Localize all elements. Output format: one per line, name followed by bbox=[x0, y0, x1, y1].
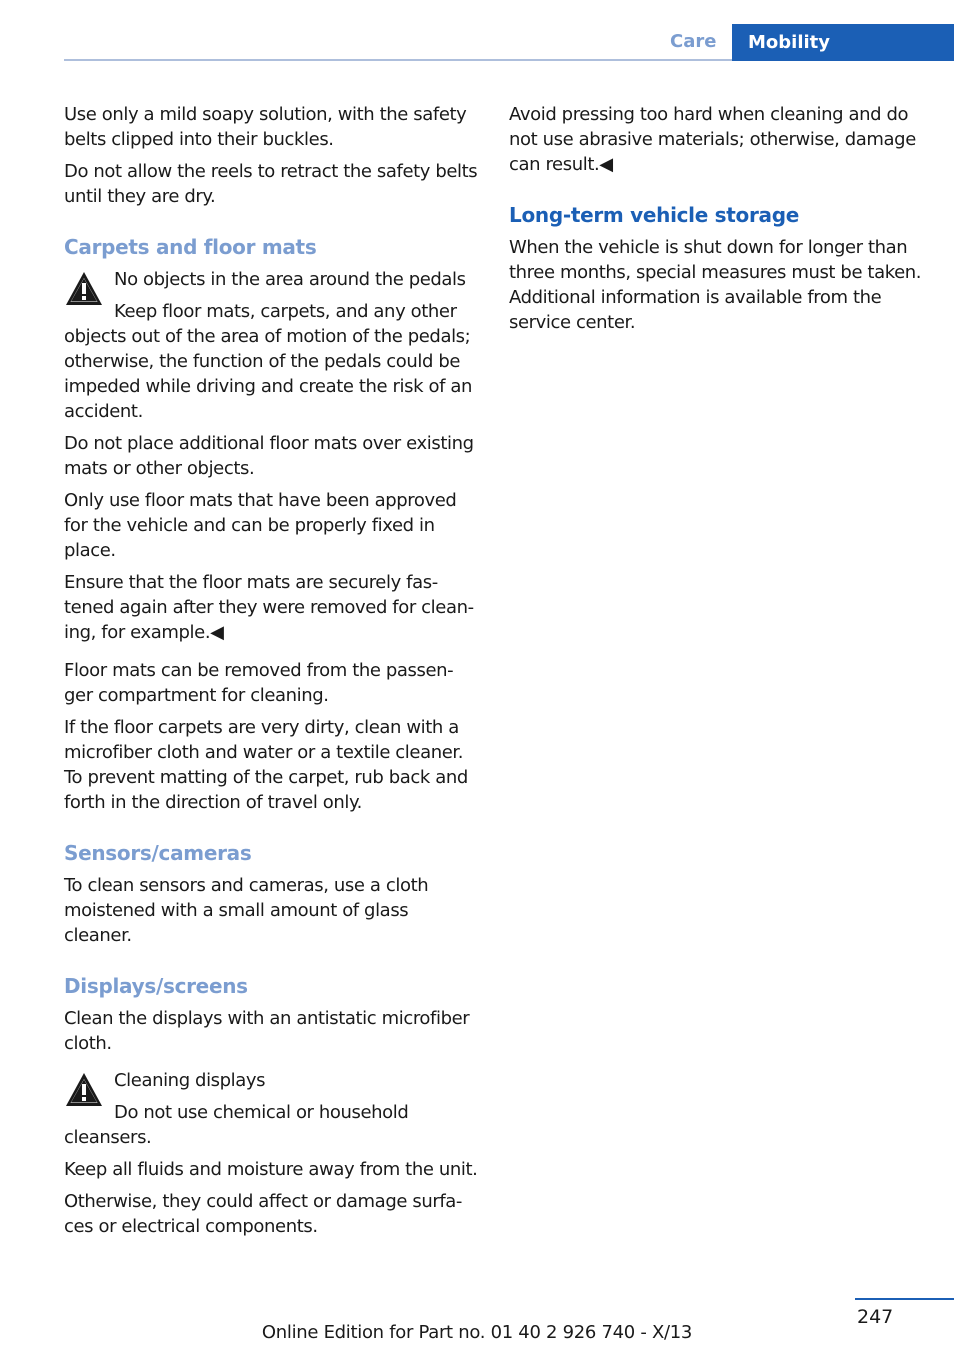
page-number: 247 bbox=[857, 1306, 894, 1328]
pedals-warning-paragraph-4: Ensure that the floor mats are securely fas‐tened again after they were removed for clean‐ing, for example.◀ bbox=[64, 572, 474, 643]
footer-rule bbox=[855, 1298, 954, 1300]
displays-heading: Displays/screens bbox=[64, 974, 248, 998]
sensors-paragraph: To clean sensors and cameras, use a cloth moistened with a small amount of glass cleaner. bbox=[64, 875, 429, 946]
abrasive-paragraph: Avoid pressing too hard when cleaning and do not use abrasive materials; otherwise, damage can result.◀ bbox=[509, 104, 916, 175]
edition-footer: Online Edition for Part no. 01 40 2 926 740 - X/13 bbox=[261, 1322, 693, 1343]
displays-warning-title: Cleaning displays bbox=[114, 1070, 266, 1091]
left-column bbox=[64, 102, 480, 1246]
displays-warning-paragraph-3: Otherwise, they could affect or damage surfa‐ces or electrical components. bbox=[64, 1191, 462, 1237]
right-column bbox=[509, 102, 925, 342]
floor-mats-paragraph-2: If the floor carpets are very dirty, clean with a microfiber cloth and water or a textile cleaner. To prevent matting of the carpet, rub back and forth in the direction of travel only. bbox=[64, 717, 468, 813]
tab-care[interactable]: Care bbox=[670, 31, 717, 52]
displays-paragraph: Clean the displays with an antistatic microfiber cloth. bbox=[64, 1008, 470, 1054]
displays-warning-paragraph-2: Keep all fluids and moisture away from the unit. bbox=[64, 1159, 478, 1180]
pedals-warning-body: Keep floor mats, carpets, and any other objects out of the area of motion of the pedals; otherwise, the function of the pedals could be impeded while driving and create the risk of an accident. bbox=[64, 301, 472, 422]
pedals-warning bbox=[64, 267, 480, 292]
pedals-warning-paragraph-3: Only use floor mats that have been approved for the vehicle and can be properly fixed in place. bbox=[64, 490, 457, 561]
displays-warning-body: Do not use chemical or household cleansers. bbox=[64, 1102, 409, 1148]
displays-warning bbox=[64, 1068, 480, 1093]
seatbelt-paragraph-2: Do not allow the reels to retract the safety belts until they are dry. bbox=[64, 161, 478, 207]
seatbelt-paragraph-1: Use only a mild soapy solution, with the safety belts clipped into their buckles. bbox=[64, 104, 467, 150]
warning-triangle-icon bbox=[64, 269, 104, 309]
floor-mats-paragraph-1: Floor mats can be removed from the passen‐ger compartment for cleaning. bbox=[64, 660, 454, 706]
storage-heading: Long-term vehicle storage bbox=[509, 203, 800, 227]
carpets-heading: Carpets and floor mats bbox=[64, 235, 317, 259]
pedals-warning-title: No objects in the area around the pedals bbox=[114, 269, 466, 290]
warning-triangle-icon bbox=[64, 1070, 104, 1110]
pedals-warning-paragraph-2: Do not place additional floor mats over existing mats or other objects. bbox=[64, 433, 474, 479]
storage-paragraph: When the vehicle is shut down for longer than three months, special measures must be taken. Additional information is available from the service center. bbox=[509, 237, 922, 333]
sensors-heading: Sensors/cameras bbox=[64, 841, 252, 865]
tab-mobility[interactable]: Mobility bbox=[732, 24, 954, 61]
